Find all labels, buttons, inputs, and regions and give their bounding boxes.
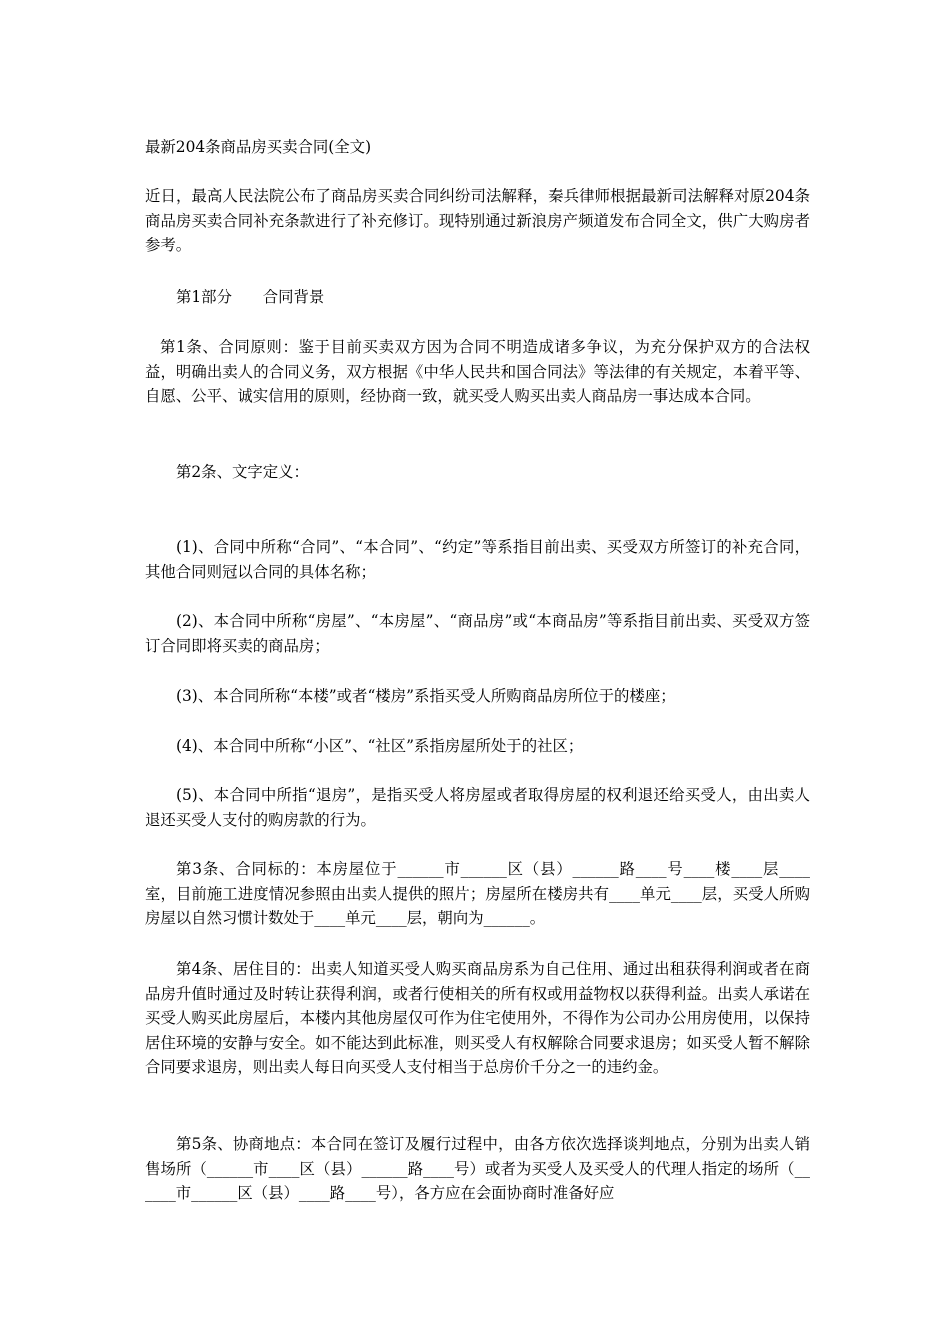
definition-1: (1)、合同中所称“合同”、“本合同”、“约定”等系指目前出卖、买受双方所签订的补充合同，其他合同则冠以合同的具体名称； — [145, 538, 810, 581]
definition-2: (2)、本合同中所称“房屋”、“本房屋”、“商品房”或“本商品房”等系指目前出卖、买受双方签订合同即将买卖的商品房； — [145, 612, 810, 655]
definition-4: (4)、本合同中所称“小区”、“社区”系指房屋所处于的社区； — [176, 737, 584, 755]
article-4: 第4条、居住目的：出卖人知道买受人购买商品房系为自己住用、通过出租获得利润或者在商品房升值时通过及时转让获得利润，或者行使相关的所有权或用益物权以获得利益。出卖人承诺在买受人购买此房屋后，本楼内其他房屋仅可作为住宅使用外，不得作为公司办公用房使用，以保持居住环境的安静与安全。如不能达到此标准，则买受人有权解除合同要求退房；如买受人暂不解除合同要求退房，则出卖人每日向买受人支付相当于总房价千分之一的违约金。 — [145, 960, 810, 1076]
definition-3: (3)、本合同所称“本楼”或者“楼房”系指买受人所购商品房所位于的楼座； — [176, 687, 676, 705]
article-1: 第1条、合同原则：鉴于目前买卖双方因为合同不明造成诸多争议，为充分保护双方的合法权益，明确出卖人的合同义务，双方根据《中华人民共和国合同法》等法律的有关规定，本着平等、自愿、公平、诚实信用的原则，经协商一致，就买受人购买出卖人商品房一事达成本合同。 — [145, 338, 810, 405]
part-heading: 第1部分 合同背景 — [176, 288, 325, 306]
article-5: 第5条、协商地点：本合同在签订及履行过程中，由各方依次选择谈判地点，分别为出卖人销售场所（______市____区（县）______路____号）或者为买受人及买受人的代理人指定的场所（______市______区（县）____路____号），各方应在会面协商时准备好应 — [145, 1135, 810, 1202]
article-2: 第2条、文字定义： — [176, 463, 309, 481]
definition-5: (5)、本合同中所指“退房”，是指买受人将房屋或者取得房屋的权利退还给买受人，由出卖人退还买受人支付的购房款的行为。 — [145, 786, 810, 829]
article-3: 第3条、合同标的：本房屋位于______市______区（县）______路____号____楼____层____室，目前施工进度情况参照由出卖人提供的照片；房屋所在楼房共有____单元____层，买受人所购房屋以自然习惯计数处于____单元____层，朝向为______。 — [145, 860, 810, 927]
intro-paragraph: 近日，最高人民法院公布了商品房买卖合同纠纷司法解释，秦兵律师根据最新司法解释对原204条商品房买卖合同补充条款进行了补充修订。现特别通过新浪房产频道发布合同全文，供广大购房者参考。 — [145, 187, 810, 254]
document-title: 最新204条商品房买卖合同(全文) — [145, 138, 372, 156]
